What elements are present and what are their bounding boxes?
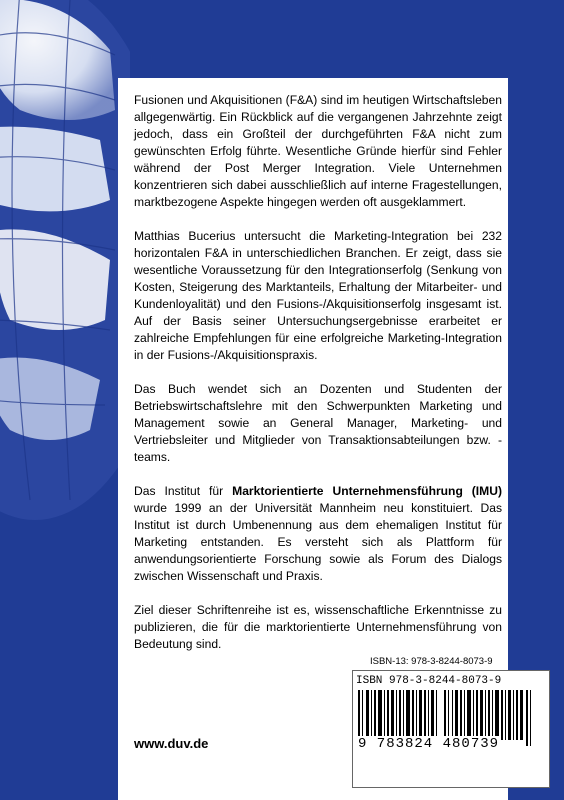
institute-paragraph: [134, 483, 502, 585]
blurb-paragraph-1: Fusionen und Akquisitionen (F&A) sind im heutigen Wirtschaftsleben allgegenwärtig. Ein Rückblick auf die vergangenen Jahrzehnte zeigt jedoch, dass ein Großteil der durchgeführten F&A nicht zum gewünschten Erfolg führte. Wesentliche Gründe hierfür sind Fehler während der Post Merger Integration. Viele Unternehmen konzentrieren sich dabei ausschließlich auf interne Fragestellungen, marktbezogene Aspekte hingegen werden oft ausgeklammert.: [134, 93, 502, 209]
barcode-isbn-text: ISBN 978-3-8244-8073-9: [356, 675, 502, 687]
blurb-paragraph-2: Matthias Bucerius untersucht die Marketing-Integration bei 232 horizontalen F&A in unterschiedlichen Branchen. Er zeigt, dass sie wesentliche Voraussetzung für den Integrationserfolg (Senkung von Kosten, Steigerung des Marktanteils, Erhaltung der Mitarbeiter- und Kundenloyalität) und den Fusions-/Akquisitionserfolg insgesamt ist. Auf der Basis seiner Untersuchungsergebnisse erarbeitet er zahlreiche Empfehlungen für eine erfolgreiche Marketing-Integration in der Fusions-/Akquisitionspraxis.: [134, 229, 502, 362]
blurb-text: [134, 92, 502, 670]
institute-name: Marktorientierte Unternehmensführung (IMU): [232, 484, 503, 498]
barcode-digits: 9 783824 480739: [358, 736, 500, 752]
institute-prefix: Das Institut für: [134, 484, 233, 498]
isbn-label: ISBN-13: 978-3-8244-8073-9: [370, 656, 493, 667]
closing-paragraph: Ziel dieser Schriftenreihe ist es, wissenschaftliche Erkenntnisse zu publizieren, die für die marktorientierte Unternehmensführung von Bedeutung sind.: [134, 603, 502, 651]
globe-illustration: [0, 0, 130, 520]
blurb-paragraph-3: Das Buch wendet sich an Dozenten und Studenten der Betriebswirtschaftslehre mit den Schwerpunkten Marketing und Management sowie an General Manager, Marketing- und Vertriebsleiter und Mitglieder von Transaktionsabteilungen bzw. -teams.: [134, 382, 502, 464]
publisher-website[interactable]: www.duv.de: [134, 736, 209, 751]
institute-suffix: wurde 1999 an der Universität Mannheim neu konstituiert. Das Institut ist durch Umbenennung aus dem ehemaligen Institut für Marketing entstanden. Es versteht sich als Plattform für anwendungsorientierte Forschung sowie als Forum des Dialogs zwischen Wissenschaft und Praxis.: [134, 501, 502, 583]
